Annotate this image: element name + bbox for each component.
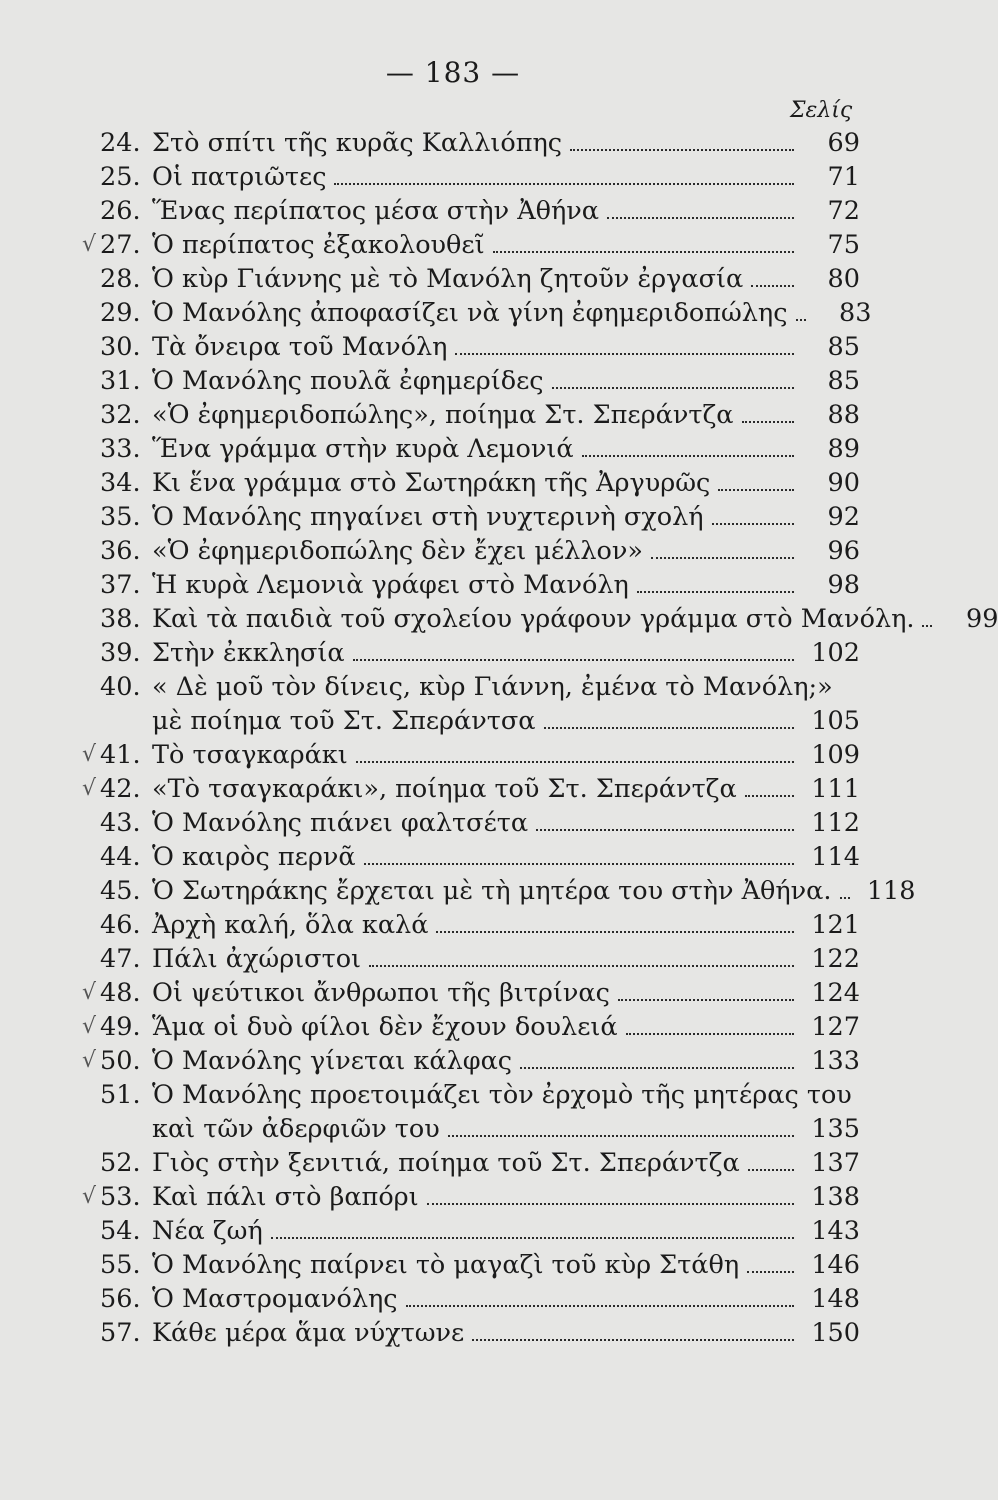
dot-leader <box>271 1215 794 1239</box>
dot-leader <box>751 263 794 287</box>
toc-entry-title: Ὁ Μανόλης πουλᾶ ἐφημερίδες <box>152 366 544 396</box>
dot-leader <box>651 535 794 559</box>
toc-entry-number: 52. <box>100 1148 141 1178</box>
dot-leader <box>493 229 794 253</box>
toc-entry-title: Ὁ Μανόλης προετοιμάζει τὸν ἐρχομὸ τῆς μητέρας του <box>152 1080 852 1110</box>
toc-entry-page: 72 <box>827 196 860 226</box>
toc-entry-page: 146 <box>811 1250 860 1280</box>
toc-entry <box>82 228 860 262</box>
toc-entry <box>100 636 860 670</box>
toc-entry-title: «Τὸ τσαγκαράκι», ποίημα τοῦ Στ. Σπεράντζα <box>152 774 737 804</box>
dot-leader <box>745 773 794 797</box>
toc-entry-page: 102 <box>811 638 860 668</box>
toc-entry <box>100 126 860 160</box>
toc-entry <box>82 738 860 772</box>
toc-entry-body <box>152 976 860 1010</box>
toc-entry <box>82 1044 860 1078</box>
toc-entry-page: 112 <box>811 808 860 838</box>
toc-entry-page: 111 <box>811 774 860 804</box>
toc-entry-number: 29. <box>100 298 141 328</box>
toc-entry <box>100 670 860 704</box>
toc-entry <box>100 1078 860 1112</box>
dot-leader <box>742 399 795 423</box>
toc-entry-number: 27. <box>100 230 141 260</box>
toc-entry-title: Τὸ τσαγκαράκι <box>152 740 348 770</box>
toc-entry-page: 127 <box>811 1012 860 1042</box>
toc-entry-page: 88 <box>827 400 860 430</box>
dot-leader <box>712 501 794 525</box>
toc-entry-number: 49. <box>100 1012 141 1042</box>
toc-entry <box>100 330 860 364</box>
toc-entry-title: Ὁ Μανόλης παίρνει τὸ μαγαζὶ τοῦ κὺρ Στάθη <box>152 1250 740 1280</box>
toc-entry-number: 43. <box>100 808 141 838</box>
pencil-check-mark: √ <box>82 1184 97 1209</box>
dot-leader <box>840 875 850 899</box>
toc-entry-body <box>152 364 860 398</box>
toc-entry-number: 53. <box>100 1182 141 1212</box>
dot-leader <box>536 807 794 831</box>
toc-entry-number: 30. <box>100 332 141 362</box>
toc-entry-body <box>152 772 860 806</box>
toc-entry-number: 40. <box>100 672 141 702</box>
toc-entry-page: 96 <box>827 536 860 566</box>
toc-entry-number: 32. <box>100 400 141 430</box>
toc-entry-title: Ὁ περίπατος ἐξακολουθεῖ <box>152 230 485 260</box>
toc-entry-title: Στὸ σπίτι τῆς κυρᾶς Καλλιόπης <box>152 128 563 158</box>
toc-entry <box>82 1180 860 1214</box>
toc-entry <box>100 398 860 432</box>
toc-entry-body <box>152 1010 860 1044</box>
toc-entry-title: « Δὲ μοῦ τὸν δίνεις, κὺρ Γιάννη, ἐμένα τὸ Μανόλη;» <box>152 672 833 702</box>
toc-entry <box>100 704 860 738</box>
toc-entry-title: Ὁ Μανόλης πιάνει φαλτσέτα <box>152 808 529 838</box>
toc-entry-body <box>152 840 860 874</box>
toc-entry-body <box>152 398 860 432</box>
toc-entry-title: Πάλι ἀχώριστοι <box>152 944 362 974</box>
toc-entry <box>100 1316 860 1350</box>
toc-entry <box>100 296 872 330</box>
toc-entry <box>100 806 860 840</box>
toc-entry-page: 105 <box>811 706 860 736</box>
toc-entry <box>100 1282 860 1316</box>
toc-entry-page: 150 <box>811 1318 860 1348</box>
toc-entry-body <box>152 330 860 364</box>
toc-entry <box>100 568 860 602</box>
toc-entry-title: Νέα ζωή <box>152 1216 263 1246</box>
toc-entry-page: 109 <box>811 740 860 770</box>
toc-entry-title: καὶ τῶν ἀδερφιῶν του <box>152 1114 440 1144</box>
toc-entry-title: Οἱ ψεύτικοι ἄνθρωποι τῆς βιτρίνας <box>152 978 610 1008</box>
toc-entry-number: 48. <box>100 978 141 1008</box>
toc-entry-title: «Ὁ ἐφημεριδοπώλης δὲν ἔχει μέλλον» <box>152 536 643 566</box>
toc-entry-page: 85 <box>827 366 860 396</box>
toc-entry-page: 133 <box>811 1046 860 1076</box>
toc-entry-number: 41. <box>100 740 141 770</box>
toc-entry-title: Στὴν ἐκκλησία <box>152 638 345 668</box>
toc-entry-title: Ἡ κυρὰ Λεμονιὰ γράφει στὸ Μανόλη <box>152 570 629 600</box>
dot-leader <box>796 297 806 321</box>
toc-entry-page: 69 <box>827 128 860 158</box>
dot-leader <box>369 943 794 967</box>
dot-leader <box>544 705 794 729</box>
toc-entry <box>82 1010 860 1044</box>
toc-entry <box>82 772 860 806</box>
toc-entry-body <box>152 806 860 840</box>
toc-entry-number: 57. <box>100 1318 141 1348</box>
toc-entry-body <box>152 704 860 738</box>
toc-entry-body <box>152 1316 860 1350</box>
toc-entry-page: 85 <box>827 332 860 362</box>
dot-leader <box>356 739 794 763</box>
dot-leader <box>406 1283 794 1307</box>
toc-entry-title: Καὶ πάλι στὸ βαπόρι <box>152 1182 419 1212</box>
dot-leader <box>552 365 794 389</box>
toc-entry-number: 39. <box>100 638 141 668</box>
toc-entry-page: 148 <box>811 1284 860 1314</box>
toc-entry-body <box>152 126 860 160</box>
toc-entry-body <box>152 194 860 228</box>
dot-leader <box>472 1317 794 1341</box>
dot-leader <box>922 603 932 627</box>
table-of-contents <box>82 126 998 1350</box>
toc-entry-title: Ὁ Σωτηράκης ἔρχεται μὲ τὴ μητέρα του στὴν Ἀθήνα. <box>152 876 832 906</box>
dot-leader <box>436 909 794 933</box>
toc-entry-number: 34. <box>100 468 141 498</box>
toc-entry-body <box>152 1146 860 1180</box>
pencil-check-mark: √ <box>82 776 97 801</box>
dot-leader <box>520 1045 794 1069</box>
toc-entry-body <box>152 568 860 602</box>
toc-entry <box>100 194 860 228</box>
dot-leader <box>582 433 794 457</box>
toc-entry-body <box>152 942 860 976</box>
toc-entry-number: 28. <box>100 264 141 294</box>
pencil-check-mark: √ <box>82 1014 97 1039</box>
toc-entry-body <box>152 636 860 670</box>
dot-leader <box>747 1249 794 1273</box>
pencil-check-mark: √ <box>82 980 97 1005</box>
dot-leader <box>607 195 794 219</box>
toc-entry-page: 71 <box>827 162 860 192</box>
toc-entry-body <box>152 1180 860 1214</box>
toc-entry-number: 33. <box>100 434 141 464</box>
dot-leader <box>448 1113 794 1137</box>
page-number: — 183 — <box>385 56 521 89</box>
toc-entry <box>100 840 860 874</box>
toc-entry-title: Ἀρχὴ καλή, ὅλα καλά <box>152 910 429 940</box>
pencil-check-mark: √ <box>82 1048 97 1073</box>
dot-leader <box>626 1011 794 1035</box>
dot-leader <box>718 467 794 491</box>
toc-entry <box>100 534 860 568</box>
toc-entry-page: 138 <box>811 1182 860 1212</box>
dot-leader <box>364 841 794 865</box>
toc-entry-title: Γιὸς στὴν ξενιτιά, ποίημα τοῦ Στ. Σπεράντζα <box>152 1148 740 1178</box>
toc-entry-number: 24. <box>100 128 141 158</box>
toc-entry <box>82 976 860 1010</box>
toc-entry-title: Ἅμα οἱ δυὸ φίλοι δὲν ἔχουν δουλειά <box>152 1012 618 1042</box>
toc-entry-body <box>152 1044 860 1078</box>
column-header-pages: Σελίς <box>790 98 853 123</box>
toc-entry-number: 54. <box>100 1216 141 1246</box>
toc-entry <box>100 1146 860 1180</box>
toc-entry <box>100 1112 860 1146</box>
toc-entry-body <box>152 296 872 330</box>
toc-entry-number: 35. <box>100 502 141 532</box>
toc-entry-title: Ὁ κὺρ Γιάννης μὲ τὸ Μανόλη ζητοῦν ἐργασία <box>152 264 744 294</box>
pencil-check-mark: √ <box>82 232 97 257</box>
toc-entry-page: 121 <box>811 910 860 940</box>
dot-leader <box>748 1147 794 1171</box>
toc-entry-number: 31. <box>100 366 141 396</box>
toc-entry-body <box>152 602 998 636</box>
toc-entry-number: 42. <box>100 774 141 804</box>
toc-entry <box>100 874 916 908</box>
toc-entry-page: 135 <box>811 1114 860 1144</box>
toc-entry-page: 98 <box>827 570 860 600</box>
dot-leader <box>455 331 794 355</box>
toc-entry <box>100 1214 860 1248</box>
toc-entry-body <box>152 670 860 704</box>
toc-entry <box>100 500 860 534</box>
toc-entry-number: 55. <box>100 1250 141 1280</box>
toc-entry-body <box>152 500 860 534</box>
toc-entry-title: μὲ ποίημα τοῦ Στ. Σπεράντσα <box>152 706 536 736</box>
toc-entry-number: 37. <box>100 570 141 600</box>
toc-entry-number: 50. <box>100 1046 141 1076</box>
toc-entry-body <box>152 466 860 500</box>
toc-entry-number: 47. <box>100 944 141 974</box>
toc-entry <box>100 364 860 398</box>
toc-entry-number: 26. <box>100 196 141 226</box>
toc-entry <box>100 262 860 296</box>
toc-entry-body <box>152 534 860 568</box>
toc-entry-page: 99 <box>966 604 998 634</box>
toc-entry <box>100 942 860 976</box>
toc-entry <box>100 160 860 194</box>
toc-entry-title: Ἕνας περίπατος μέσα στὴν Ἀθήνα <box>152 196 599 226</box>
pencil-check-mark: √ <box>82 742 97 767</box>
toc-entry-page: 80 <box>827 264 860 294</box>
dot-leader <box>427 1181 794 1205</box>
toc-entry-title: «Ὁ ἐφημεριδοπώλης», ποίημα Στ. Σπεράντζα <box>152 400 734 430</box>
toc-entry-page: 90 <box>827 468 860 498</box>
toc-entry-body <box>152 1078 860 1112</box>
toc-entry <box>100 908 860 942</box>
toc-entry-body <box>152 432 860 466</box>
toc-entry-page: 92 <box>827 502 860 532</box>
toc-entry-title: Ἕνα γράμμα στὴν κυρὰ Λεμονιά <box>152 434 574 464</box>
toc-entry-title: Ὁ Μανόλης γίνεται κάλφας <box>152 1046 513 1076</box>
toc-entry-title: Ὁ Μανόλης ἀποφασίζει νὰ γίνη ἐφημεριδοπώλης <box>152 298 788 328</box>
toc-entry-title: Καὶ τὰ παιδιὰ τοῦ σχολείου γράφουν γράμμα στὸ Μανόλη. <box>152 604 915 634</box>
toc-entry-body <box>152 262 860 296</box>
dot-leader <box>334 161 794 185</box>
toc-entry-number: 51. <box>100 1080 141 1110</box>
toc-entry-title: Ὁ Μαστρομανόλης <box>152 1284 398 1314</box>
toc-entry-page: 75 <box>827 230 860 260</box>
toc-entry <box>100 602 998 636</box>
toc-entry-body <box>152 908 860 942</box>
toc-entry-body <box>152 1282 860 1316</box>
toc-entry <box>100 1248 860 1282</box>
toc-entry-title: Ὁ καιρὸς περνᾶ <box>152 842 356 872</box>
toc-entry-title: Κάθε μέρα ἅμα νύχτωνε <box>152 1318 465 1348</box>
toc-entry-number: 38. <box>100 604 141 634</box>
dot-leader <box>570 127 794 151</box>
toc-entry-body <box>152 228 860 262</box>
toc-entry-number: 25. <box>100 162 141 192</box>
toc-entry-page: 122 <box>811 944 860 974</box>
toc-entry-number: 45. <box>100 876 141 906</box>
toc-entry-page: 114 <box>811 842 860 872</box>
toc-entry-body <box>152 1112 860 1146</box>
toc-entry-body <box>152 160 860 194</box>
toc-entry-body <box>152 738 860 772</box>
toc-entry-number: 36. <box>100 536 141 566</box>
toc-entry-body <box>152 1248 860 1282</box>
toc-entry <box>100 432 860 466</box>
toc-entry-page: 83 <box>839 298 872 328</box>
toc-entry-title: Ὁ Μανόλης πηγαίνει στὴ νυχτερινὴ σχολή <box>152 502 704 532</box>
toc-entry-body <box>152 1214 860 1248</box>
toc-entry-page: 137 <box>811 1148 860 1178</box>
dot-leader <box>637 569 794 593</box>
toc-entry-number: 56. <box>100 1284 141 1314</box>
toc-entry-number: 44. <box>100 842 141 872</box>
toc-entry-body <box>152 874 916 908</box>
dot-leader <box>618 977 794 1001</box>
toc-entry-page: 89 <box>827 434 860 464</box>
toc-entry-number: 46. <box>100 910 141 940</box>
toc-entry-page: 124 <box>811 978 860 1008</box>
toc-entry-title: Κι ἕνα γράμμα στὸ Σωτηράκη τῆς Ἀργυρῶς <box>152 468 711 498</box>
toc-entry-page: 143 <box>811 1216 860 1246</box>
dot-leader <box>353 637 794 661</box>
toc-entry-title: Οἱ πατριῶτες <box>152 162 327 192</box>
toc-entry <box>100 466 860 500</box>
toc-entry-page: 118 <box>866 876 916 906</box>
toc-entry-title: Τὰ ὄνειρα τοῦ Μανόλη <box>152 332 448 362</box>
